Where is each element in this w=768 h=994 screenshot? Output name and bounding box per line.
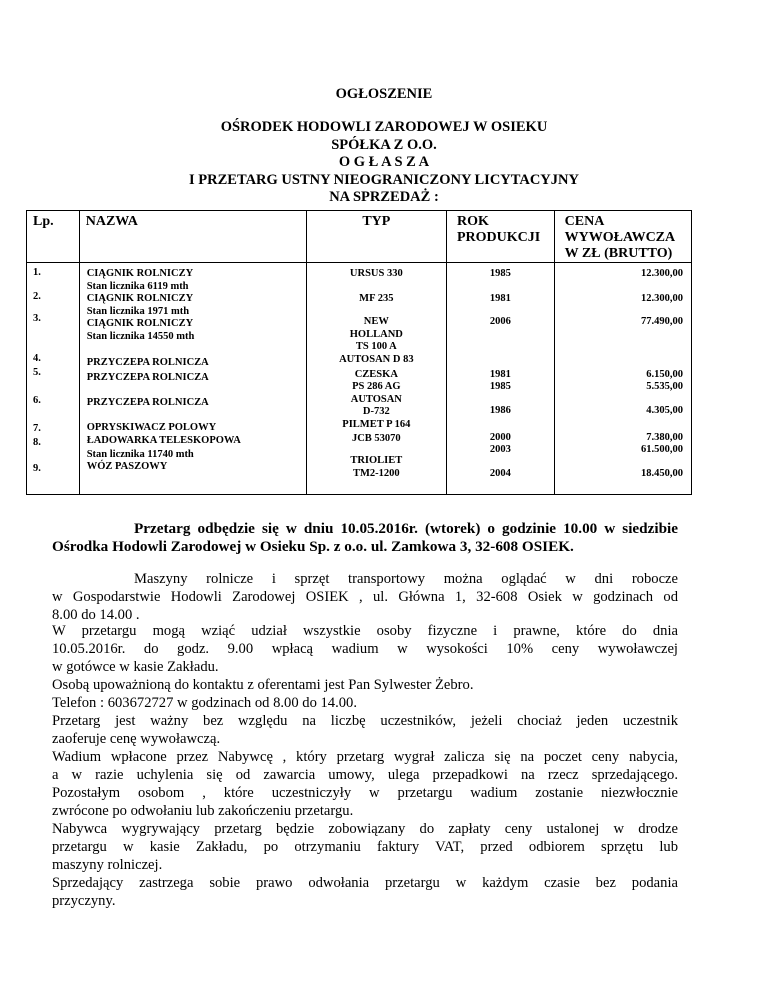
price-cell: 77.490,00 <box>641 316 683 327</box>
paragraph-line: Pozostałym osobom , które uczestniczyły w przetargu wadium zostanie niezwłocznie <box>52 785 678 801</box>
announcement-header <box>0 119 768 207</box>
viewing-paragraph <box>52 570 678 624</box>
price-cell: 6.150,00 <box>646 368 683 380</box>
lp-cell: 3. <box>33 313 41 324</box>
year-cell <box>447 353 554 368</box>
type-cell <box>307 280 446 293</box>
paragraph-line: maszyny rolniczej. <box>52 857 163 873</box>
name-cell: Stan licznika 6119 mth <box>86 280 189 292</box>
type-cell: MF 235 <box>359 293 394 304</box>
year-cell <box>447 328 554 341</box>
year-cell: 1981 <box>489 293 511 304</box>
price-cell: 18.450,00 <box>641 468 683 479</box>
name-cell <box>87 342 306 356</box>
lp-cell: 7. <box>33 423 41 434</box>
paragraph-line: w Gospodarstwie Hodowli Zarodowej OSIEK , ul. Główna 1, 32-608 Osiek w godzinach od <box>52 589 678 605</box>
year-cell: 1981 <box>489 368 511 380</box>
paragraph-line: Przetarg odbędzie się w dniu 10.05.2016r. (wtorek) o godzinie 10.00 w siedzibie <box>134 520 678 537</box>
table-body-row <box>27 263 692 495</box>
paragraph-line: Wadium wpłacone przez Nabywcę , który przetarg wygrał zalicza się na poczet ceny nabycia, <box>52 749 678 765</box>
type-cell: TRIOLIET <box>350 455 403 466</box>
paragraph-line: w gotówce w kasie Zakładu. <box>52 659 219 675</box>
year-cell: 2006 <box>489 316 511 327</box>
lp-cell: 4. <box>33 353 41 364</box>
year-cell: 1985 <box>489 268 511 279</box>
year-cell: 2004 <box>489 468 511 479</box>
paragraph-line: Osobą upoważnioną do kontaktu z oferentami jest Pan Sylwester Żebro. <box>52 677 474 693</box>
name-cell: ŁADOWARKA TELESKOPOWA <box>86 434 241 446</box>
header-price-line: WYWOŁAWCZA <box>564 230 676 245</box>
year-cell: 2003 <box>489 444 511 455</box>
type-column <box>306 263 446 495</box>
name-cell: WÓZ PASZOWY <box>86 461 168 472</box>
paragraph-line: przyczyny. <box>52 893 116 909</box>
name-cell: Stan licznika 11740 mth <box>86 448 194 460</box>
name-cell: Stan licznika 14550 mth <box>86 330 195 342</box>
type-cell: CZESKA <box>354 368 398 380</box>
paragraph-line: przetargu w kasie Zakładu, po otrzymaniu faktury VAT, przed odbiorem sprzętu lub <box>52 839 678 855</box>
lp-cell <box>33 379 79 391</box>
price-cell: 12.300,00 <box>641 268 683 279</box>
price-cell <box>555 328 683 341</box>
paragraph-line: Nabywca wygrywający przetarg będzie zobowiązany do zapłaty ceny ustalonej w drodze <box>52 821 678 837</box>
type-cell: HOLLAND <box>349 328 403 340</box>
price-cell: 61.500,00 <box>641 444 683 455</box>
header-lp: Lp. <box>27 211 80 263</box>
paragraph-line: Maszyny rolnicze i sprzęt transportowy można oglądać w dni robocze <box>134 571 678 587</box>
paragraph-line: 8.00 do 14.00 . <box>52 607 140 623</box>
type-cell: TS 100 A <box>355 341 397 352</box>
year-cell <box>447 340 554 353</box>
header-price <box>554 211 691 263</box>
paragraph-line: W przetargu mogą wziąć udział wszystkie osoby fizyczne i prawne, które do dnia <box>52 623 678 639</box>
header-year <box>446 211 554 263</box>
price-cell: 12.300,00 <box>641 293 683 304</box>
year-cell <box>447 306 554 315</box>
paragraph-line: Ośrodka Hodowli Zarodowej w Osieku Sp. z o.o. ul. Zamkowa 3, 32-608 OSIEK. <box>52 538 574 555</box>
paragraph-line: Telefon : 603672727 w godzinach od 8.00 do 14.00. <box>52 695 357 711</box>
type-cell: JCB 53070 <box>351 432 401 444</box>
name-cell: CIĄGNIK ROLNICZY <box>86 293 194 304</box>
name-cell: CIĄGNIK ROLNICZY <box>86 268 194 279</box>
price-cell: 7.380,00 <box>646 431 683 443</box>
paragraph-line: 10.05.2016r. do godz. 9.00 wpłacą wadium w wysokości 10% ceny wywoławczej <box>52 641 678 657</box>
price-cell <box>555 417 683 431</box>
paragraph-line: zwrócone po odwołaniu lub zakończeniu przetargu. <box>52 803 354 819</box>
price-cell <box>555 280 683 293</box>
price-cell <box>555 457 683 467</box>
paragraph-line: zaoferuje cenę wywoławczą. <box>52 731 221 747</box>
name-cell: PRZYCZEPA ROLNICZA <box>86 372 209 383</box>
lp-column <box>27 263 80 495</box>
header-price-line: W ZŁ (BRUTTO) <box>564 246 673 261</box>
type-cell: D-732 <box>362 406 390 417</box>
year-cell: 1985 <box>489 381 511 392</box>
price-cell <box>555 306 683 315</box>
header-name: NAZWA <box>79 211 306 263</box>
auction-items-table <box>26 210 692 495</box>
header-line: O G Ł A S Z A <box>338 154 430 170</box>
year-cell <box>447 280 554 293</box>
price-cell <box>555 353 683 368</box>
year-cell: 2000 <box>489 431 511 443</box>
type-cell: AUTOSAN D 83 <box>339 353 414 365</box>
type-cell: AUTOSAN <box>350 393 402 405</box>
price-cell: 5.535,00 <box>646 381 683 392</box>
name-cell: CIĄGNIK ROLNICZY <box>86 318 194 329</box>
type-cell <box>307 444 446 454</box>
lp-cell: 1. <box>33 267 41 278</box>
name-cell: PRZYCZEPA ROLNICZA <box>86 396 209 408</box>
header-type: TYP <box>306 211 446 263</box>
terms-paragraph <box>52 622 678 910</box>
price-column <box>554 263 691 495</box>
header-price-line: CENA <box>564 214 605 229</box>
name-cell <box>87 384 306 396</box>
header-year-line: ROK <box>456 214 489 229</box>
name-cell: PRZYCZEPA ROLNICZA <box>86 357 209 368</box>
header-year-line: PRODUKCJI <box>456 230 541 245</box>
year-cell <box>447 417 554 431</box>
header-line: SPÓŁKA Z O.O. <box>331 136 437 153</box>
lp-cell: 9. <box>33 463 41 474</box>
paragraph-line: Przetarg jest ważny bez względu na liczbę uczestników, jeżeli chociaż jeden uczestnik <box>52 713 678 729</box>
header-line: OŚRODEK HODOWLI ZARODOWEJ W OSIEKU <box>220 119 548 135</box>
type-cell: TM2-1200 <box>352 467 400 479</box>
price-cell <box>555 394 683 404</box>
type-cell: PS 286 AG <box>352 381 401 392</box>
price-cell <box>555 340 683 353</box>
year-column <box>446 263 554 495</box>
price-cell: 4.305,00 <box>646 405 683 416</box>
lp-cell: 6. <box>33 395 41 406</box>
year-cell <box>447 457 554 467</box>
year-cell: 1986 <box>489 405 511 416</box>
name-cell <box>87 408 306 421</box>
type-cell: PILMET P 164 <box>342 418 411 430</box>
lp-cell <box>33 325 79 341</box>
name-column <box>79 263 306 495</box>
name-cell: Stan licznika 1971 mth <box>86 305 190 317</box>
type-cell <box>307 306 446 315</box>
table-header-row <box>27 211 692 263</box>
lp-cell <box>33 407 79 419</box>
announcement-title: OGŁOSZENIE <box>335 86 433 102</box>
lp-cell: 8. <box>33 437 41 448</box>
paragraph-line: a w razie uchylenia się od zawarcia umowy, ulega przepadkowi na rzecz sprzedającego. <box>52 767 678 783</box>
year-cell <box>447 394 554 404</box>
paragraph-line: Sprzedający zastrzega sobie prawo odwołania przetargu w każdym czasie bez podania <box>52 875 678 891</box>
lp-cell: 5. <box>33 367 41 378</box>
header-line: NA SPRZEDAŻ : <box>329 189 439 205</box>
name-cell: OPRYSKIWACZ POLOWY <box>86 422 217 433</box>
auction-date-paragraph <box>52 520 678 556</box>
type-cell: URSUS 330 <box>349 268 403 279</box>
lp-cell: 2. <box>33 291 41 302</box>
type-cell: NEW <box>363 316 389 327</box>
header-line: I PRZETARG USTNY NIEOGRANICZONY LICYTACYJNY <box>189 171 579 188</box>
